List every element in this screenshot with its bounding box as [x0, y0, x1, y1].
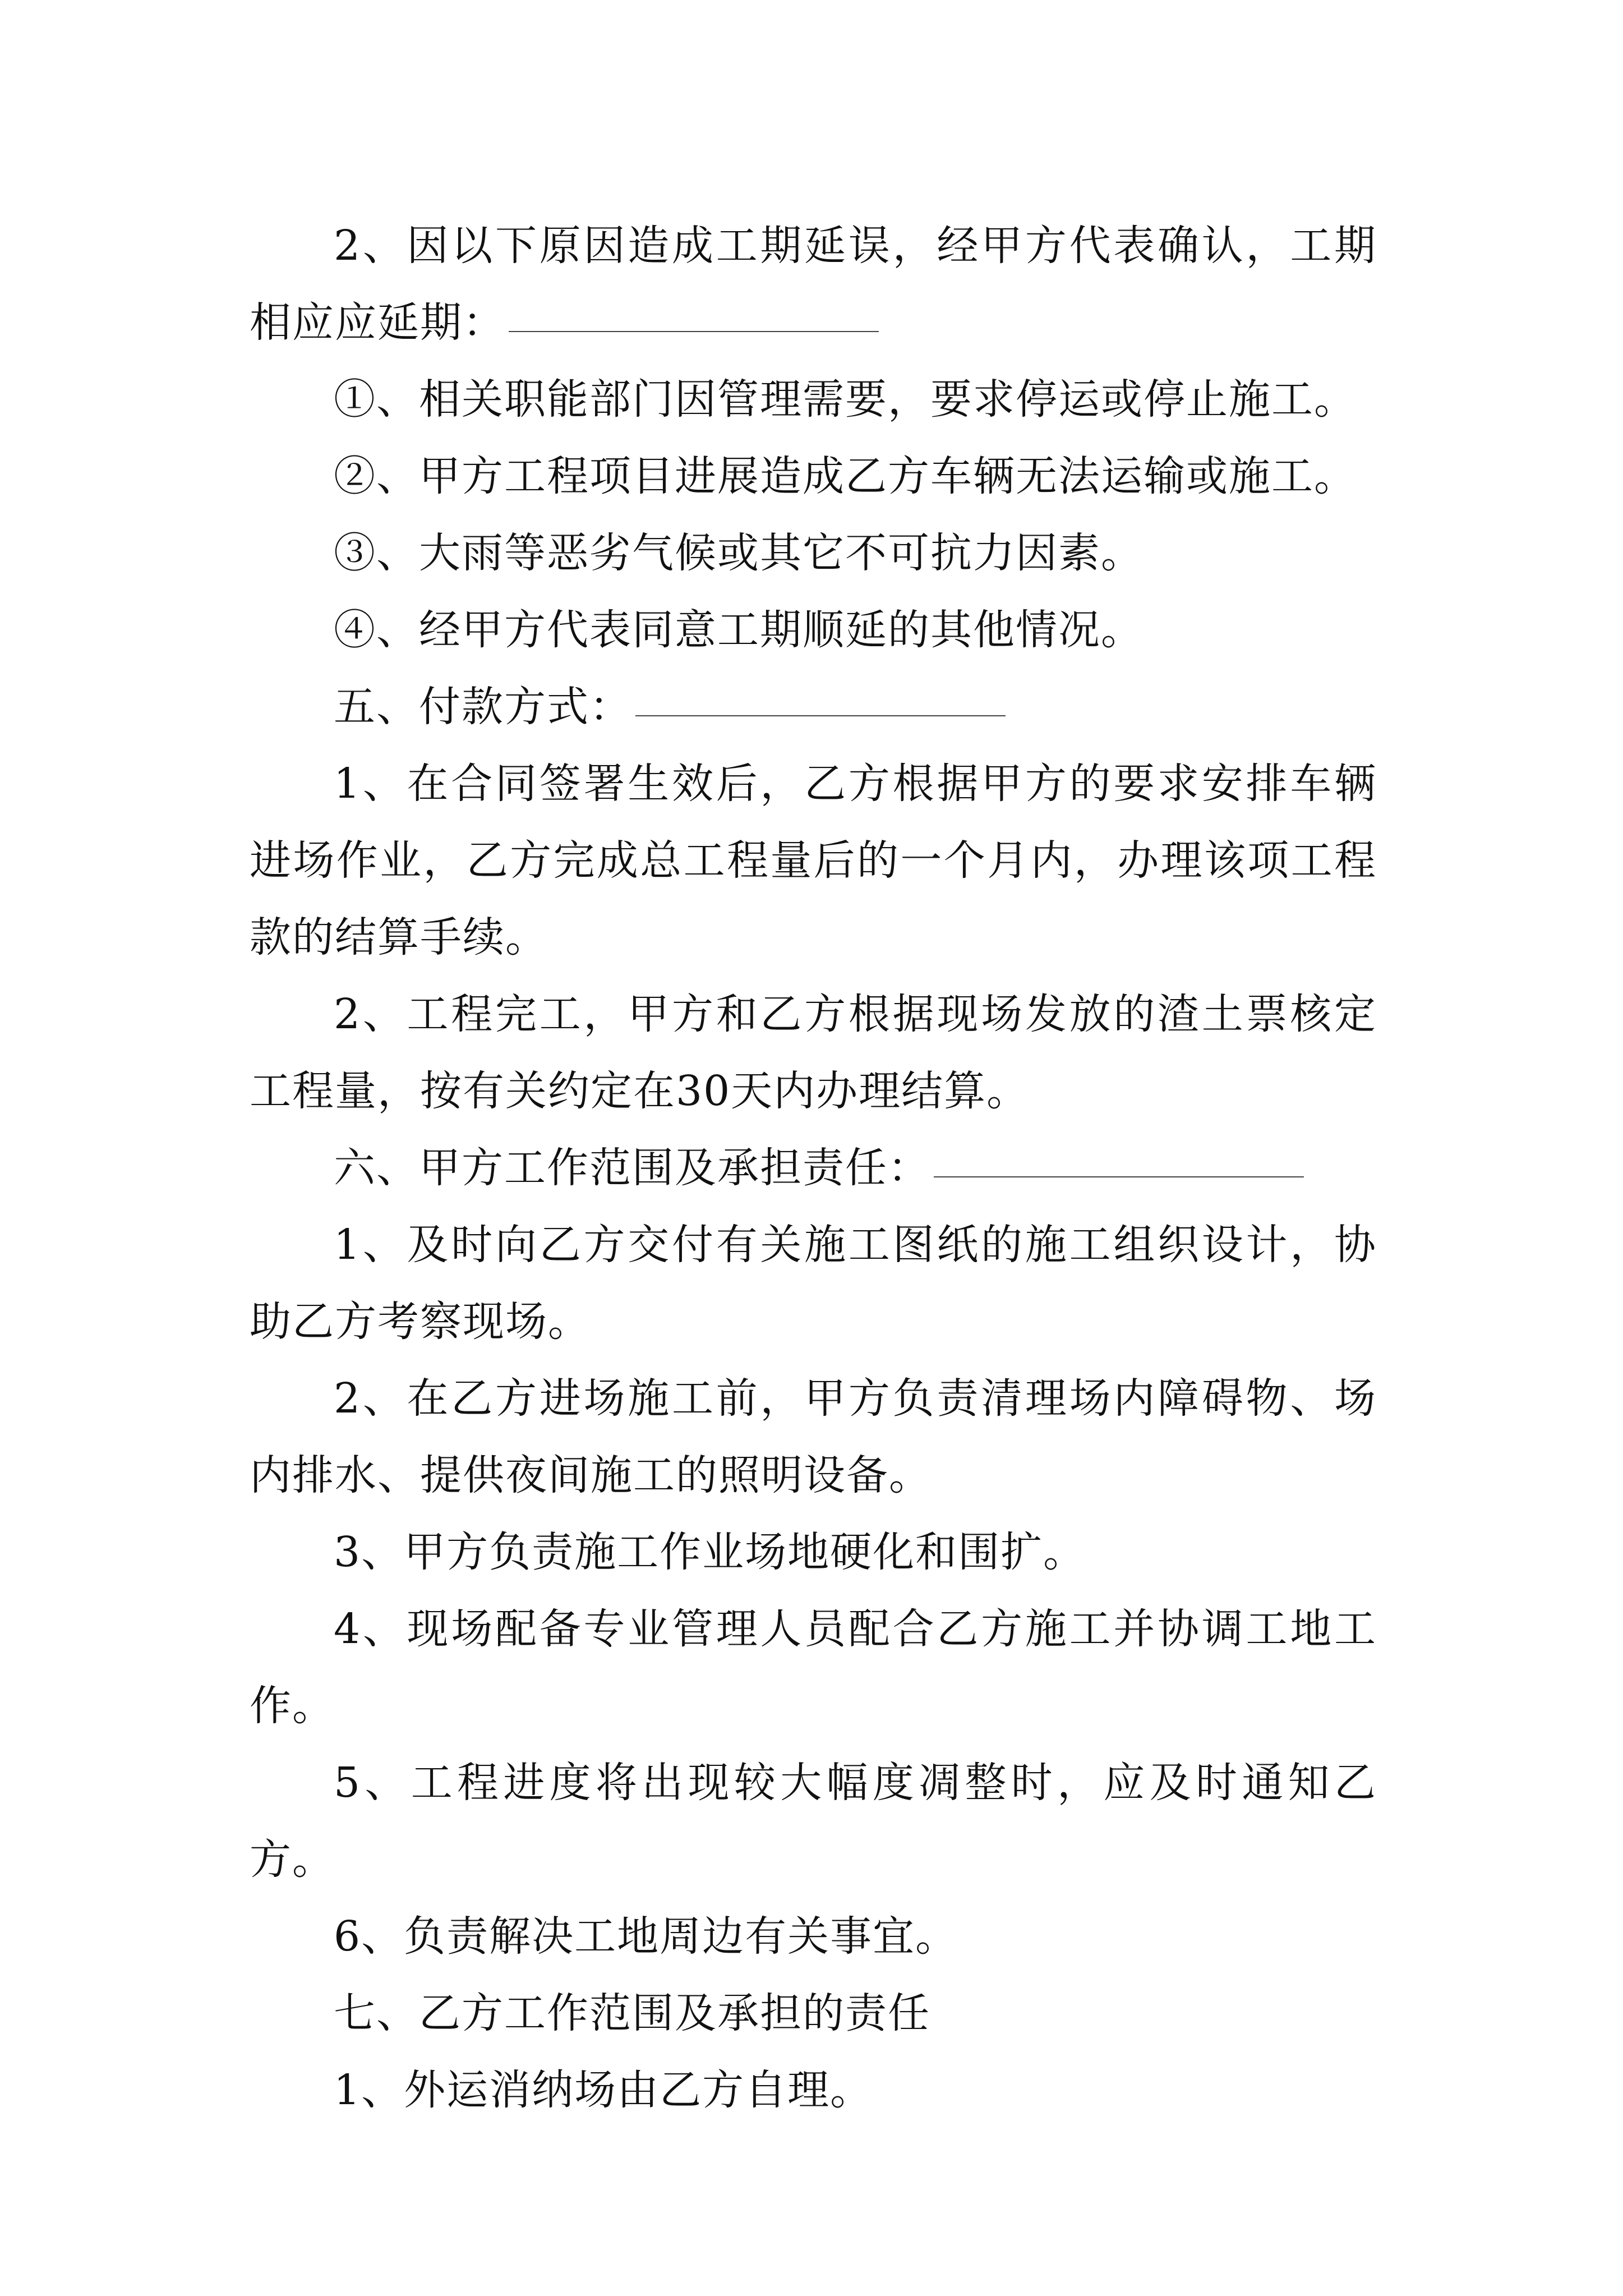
- paragraph-text: ④、经甲方代表同意工期顺延的其他情况。: [334, 606, 1144, 654]
- paragraph-text: ①、相关职能部门因管理需要，要求停运或停止施工。: [334, 375, 1357, 424]
- section-heading-party-b: [250, 1975, 1377, 2052]
- paragraph-party-a-4: [250, 1591, 1377, 1745]
- paragraph-party-a-5: [250, 1745, 1377, 1898]
- paragraph-party-b-1: [250, 2052, 1377, 2129]
- paragraph-item-4: [250, 592, 1377, 669]
- paragraph-text: 2、在乙方进场施工前，甲方负责清理场内障碍物、场内排水、提供夜间施工的照明设备。: [250, 1374, 1377, 1499]
- paragraph-text: 2、工程完工，甲方和乙方根据现场发放的渣土票核定工程量，按有关约定在30天内办理结算。: [250, 990, 1377, 1115]
- heading-text: 七、乙方工作范围及承担的责任: [334, 1989, 930, 2037]
- paragraph-text: 3、甲方负责施工作业场地硬化和围扩。: [334, 1528, 1086, 1576]
- paragraph-payment-2: [250, 976, 1377, 1130]
- paragraph-item-3: [250, 515, 1377, 592]
- section-heading-payment: [250, 669, 1377, 746]
- paragraph-party-a-3: [250, 1514, 1377, 1591]
- paragraph-text: 1、在合同签署生效后，乙方根据甲方的要求安排车辆进场作业，乙方完成总工程量后的一个月内，办理该项工程款的结算手续。: [250, 760, 1377, 961]
- fill-in-blank-line[interactable]: [635, 715, 1006, 716]
- fill-in-blank-line[interactable]: [934, 1176, 1304, 1177]
- paragraph-text: 1、及时向乙方交付有关施工图纸的施工组织设计，协助乙方考察现场。: [250, 1221, 1377, 1346]
- section-heading-party-a: [250, 1130, 1377, 1207]
- paragraph-text: 2、因以下原因造成工期延误，经甲方代表确认，工期相应应延期：: [250, 222, 1377, 347]
- heading-text: 六、甲方工作范围及承担责任：: [334, 1144, 930, 1192]
- fill-in-blank-line[interactable]: [509, 331, 879, 332]
- paragraph-text: 1、外运消纳场由乙方自理。: [334, 2066, 873, 2114]
- paragraph-party-a-6: [250, 1898, 1377, 1975]
- paragraph-text: 5、工程进度将出现较大幅度凋整时，应及时通知乙方。: [250, 1759, 1377, 1884]
- paragraph-party-a-1: [250, 1207, 1377, 1360]
- paragraph-payment-1: [250, 746, 1377, 976]
- paragraph-text: ②、甲方工程项目进展造成乙方车辆无法运输或施工。: [334, 452, 1357, 500]
- paragraph-delay-reasons: [250, 208, 1377, 361]
- heading-text: 五、付款方式：: [334, 683, 632, 731]
- paragraph-text: 4、现场配备专业管理人员配合乙方施工并协调工地工作。: [250, 1605, 1377, 1730]
- paragraph-item-1: [250, 361, 1377, 438]
- document-body: [250, 208, 1377, 2129]
- paragraph-party-a-2: [250, 1360, 1377, 1514]
- paragraph-text: 6、负责解决工地周边有关事宜。: [334, 1912, 958, 1961]
- paragraph-text: ③、大雨等恶劣气候或其它不可抗力因素。: [334, 529, 1144, 577]
- paragraph-item-2: [250, 438, 1377, 515]
